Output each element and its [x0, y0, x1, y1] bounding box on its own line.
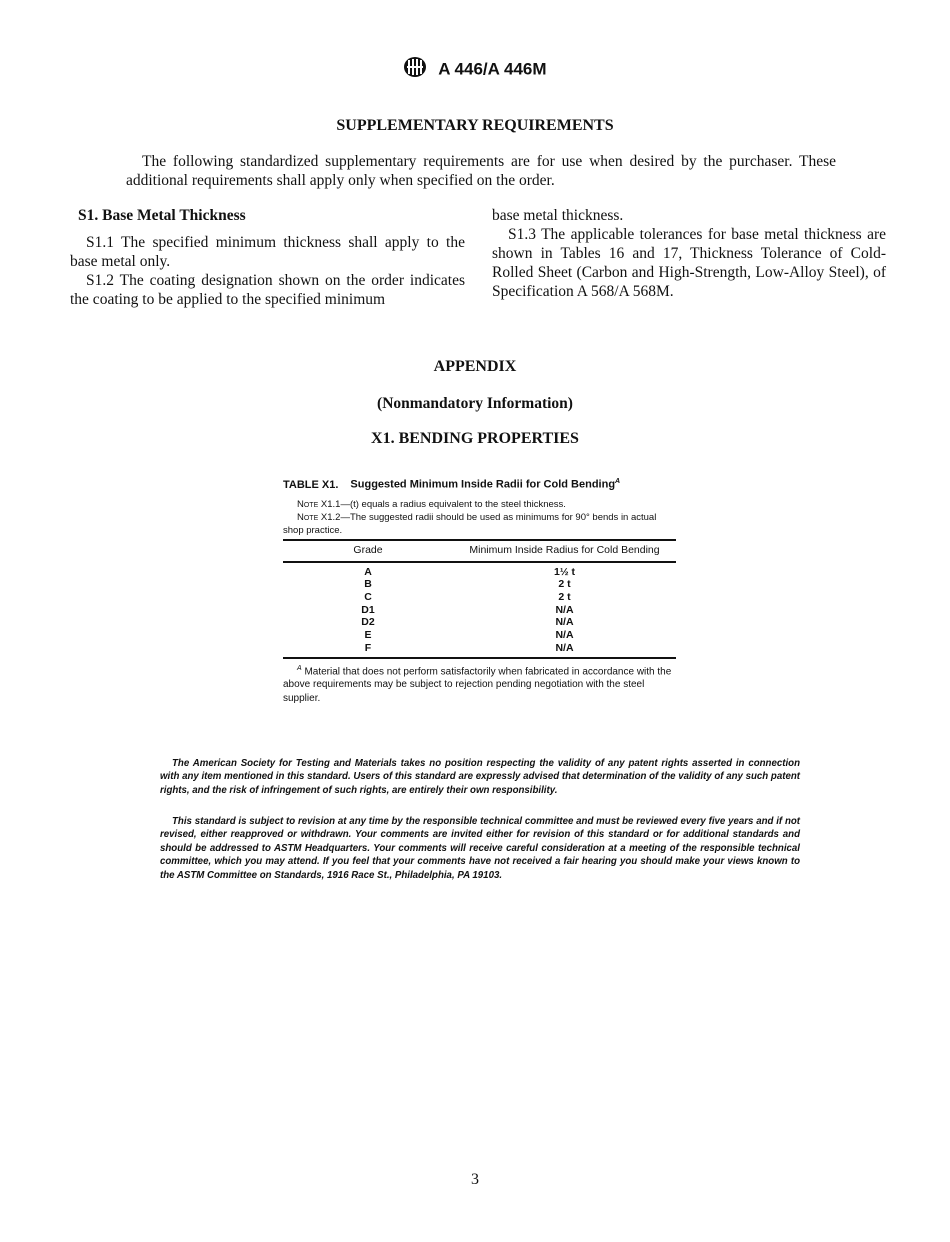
note-text: —The suggested radii should be used as minimums for 90° bends in actual shop practice. [283, 511, 657, 536]
table-row [283, 604, 676, 617]
grade-cell: D2 [361, 616, 375, 629]
supplementary-intro: The following standardized supplementary requirements are for use when desired by the purchaser. These additional requirements shall apply only when specified on the order. [126, 153, 836, 189]
appendix-title: APPENDIX [433, 358, 517, 375]
bending-radius-table [283, 539, 676, 659]
note-x1-2 [283, 511, 676, 537]
table-title: Suggested Minimum Inside Radii for Cold Bending [350, 478, 616, 491]
grade-cell: A [364, 565, 372, 578]
radius-cell: 2 t [558, 578, 571, 591]
grade-cell: F [283, 642, 453, 658]
footnote-text: Material that does not perform satisfactorily when fabricated in accordance with the above requirements may be subject to rejection pending negotiation with the steel supplier. [283, 665, 672, 704]
radius-cell: 2 t [558, 591, 571, 604]
table-row [283, 616, 676, 629]
radius-cell: 1½ t [553, 565, 575, 578]
table-row [283, 578, 676, 591]
section-x1-title: X1. BENDING PROPERTIES [371, 430, 579, 447]
note-x1-1 [283, 498, 676, 511]
footnote-mark: A [297, 664, 302, 672]
astm-logo-icon [403, 56, 427, 83]
s1-1-paragraph: S1.1 The specified minimum thickness shall apply to the base metal only. [70, 234, 465, 270]
table-title-footnote-mark: A [615, 478, 621, 485]
page-header [0, 56, 950, 83]
table-x1-caption [283, 478, 676, 491]
column-header-radius: Minimum Inside Radius for Cold Bending [453, 540, 676, 562]
note-text: —(t) equals a radius equivalent to the steel thickness. [340, 498, 566, 510]
radius-cell: N/A [555, 616, 574, 629]
note-label: Note X1.2 [297, 511, 341, 523]
patent-disclaimer: The American Society for Testing and Materials takes no position respecting the validity of any patent rights asserted in connection with any item mentioned in this standard. Users of this standard are expressly advised that determination of the validity of any such patent rights, and the risk of infringement of such rights, are entirely their own responsibility. [160, 758, 800, 796]
right-column [492, 206, 886, 301]
revision-disclaimer: This standard is subject to revision at any time by the responsible technical committee and must be reviewed every five years and if not revised, either reapproved or withdrawn. Your comments are invited either for revision of this standard or for additional standards and should be addressed to ASTM Headquarters. Your comments will receive careful consideration at a meeting of the responsible technical committee, which you may attend. If you feel that your comments have not received a fair hearing you should make your views known to the ASTM Committee on Standards, 1916 Race St., Philadelphia, PA 19103. [160, 816, 800, 881]
column-header-grade: Grade [283, 540, 453, 562]
grade-cell: E [364, 629, 372, 642]
radius-cell: N/A [555, 603, 574, 616]
table-row [283, 562, 676, 579]
s1-2-paragraph: S1.2 The coating designation shown on the order indicates the coating to be applied to the specified minimum [70, 272, 465, 308]
radius-cell: N/A [453, 642, 676, 658]
s1-2-continuation: base metal thickness. [492, 207, 624, 224]
grade-cell: B [364, 578, 372, 591]
table-header-row [283, 540, 676, 562]
s1-heading: S1. Base Metal Thickness [78, 207, 246, 224]
supplementary-title: SUPPLEMENTARY REQUIREMENTS [336, 117, 614, 134]
table-row [283, 591, 676, 604]
standard-designation: A 446/A 446M [438, 59, 547, 79]
table-x1-block [283, 478, 676, 705]
appendix-subtitle: (Nonmandatory Information) [377, 395, 573, 412]
grade-cell: D1 [361, 603, 375, 616]
page-number: 3 [471, 1171, 479, 1188]
table-footnote [283, 662, 676, 706]
s1-3-paragraph: S1.3 The applicable tolerances for base metal thickness are shown in Tables 16 and 17, Thickness Tolerance of Cold-Rolled Sheet (Carbon and High-Strength, Low-Alloy Steel), of Specification A 568/A 568M. [492, 226, 886, 300]
note-label: Note X1.1 [297, 498, 341, 510]
table-row [283, 629, 676, 642]
grade-cell: C [364, 591, 372, 604]
table-row [283, 642, 676, 658]
left-column [70, 206, 465, 309]
radius-cell: N/A [555, 629, 574, 642]
table-number: TABLE X1. [283, 478, 339, 491]
